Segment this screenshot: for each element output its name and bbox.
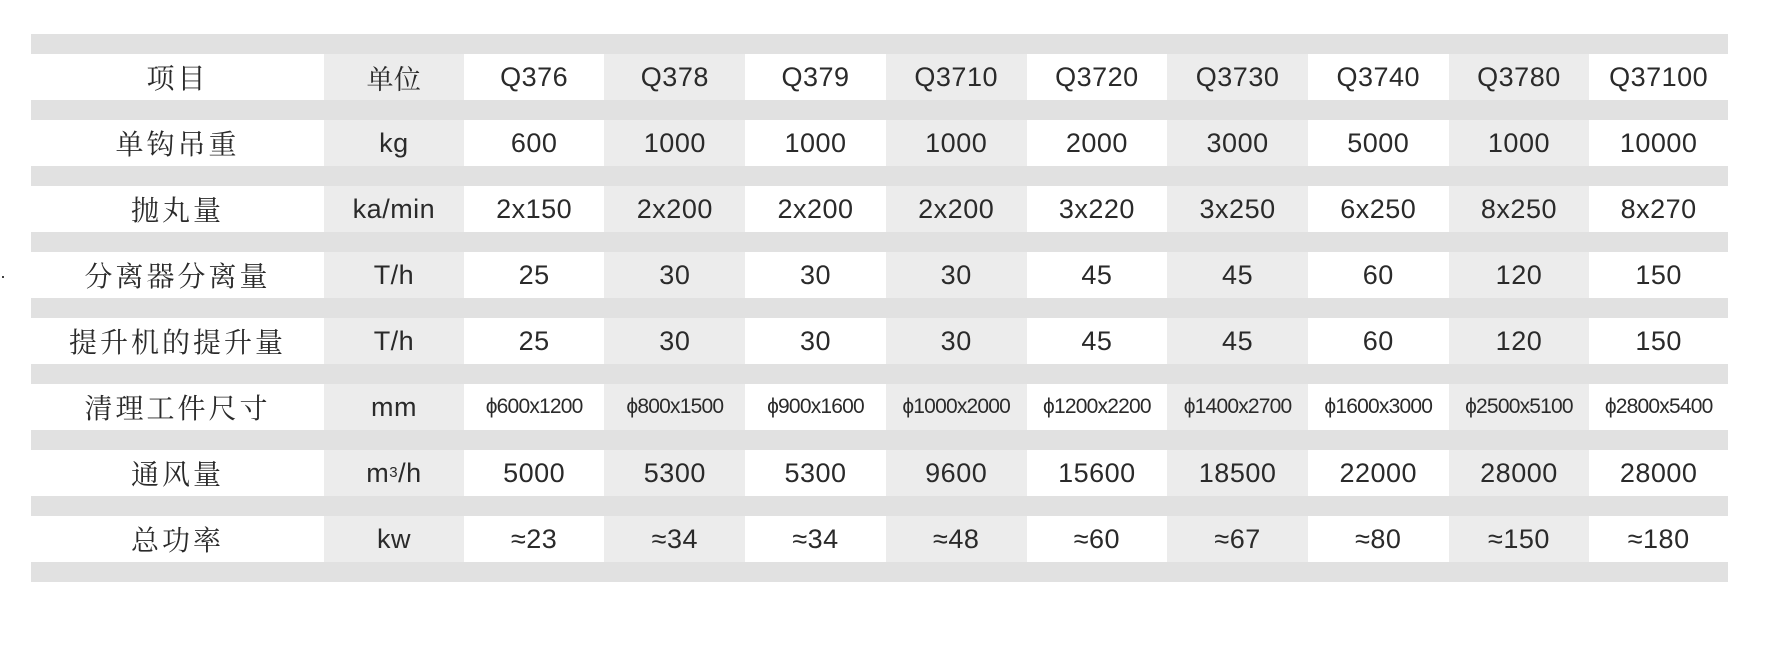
row-name: 分离器分离量 (31, 252, 324, 298)
header-unit: 单位 (324, 54, 464, 100)
row-value: 1000 (886, 120, 1027, 166)
row-value: 1000 (604, 120, 745, 166)
row-value: ϕ900x1600 (767, 395, 864, 418)
row-value: ϕ1000x2000 (886, 384, 1027, 430)
row-value: 30 (604, 318, 745, 364)
row-value: 45 (1167, 318, 1308, 364)
unit-tail: /h (398, 457, 422, 488)
row-value: 5000 (503, 457, 566, 488)
row-value: ≈150 (1449, 516, 1590, 562)
header-model: Q3740 (1336, 61, 1421, 92)
row-unit: ka/min (324, 186, 464, 232)
row-value: ≈80 (1355, 523, 1402, 554)
row-value: 150 (1635, 325, 1682, 356)
row-value: ϕ800x1500 (604, 384, 745, 430)
row-unit: mm (324, 384, 464, 430)
row-value: 8x270 (1620, 193, 1697, 224)
edge-mark: · (0, 266, 6, 286)
row-value: 120 (1449, 252, 1590, 298)
row-value: 3x250 (1167, 186, 1308, 232)
row-name: 通风量 (31, 450, 324, 496)
row-value: 60 (1362, 325, 1394, 356)
row-unit: T/h (324, 252, 464, 298)
row-value: 2000 (1065, 127, 1128, 158)
row-unit-m3h: m 3 /h (324, 450, 464, 496)
row-value: 3x220 (1058, 193, 1135, 224)
row-value: 8x250 (1449, 186, 1590, 232)
row-value: 2x200 (777, 193, 854, 224)
row-value: 2x200 (604, 186, 745, 232)
row-value: 30 (604, 252, 745, 298)
row-value: 22000 (1339, 457, 1418, 488)
row-value: ϕ600x1200 (485, 395, 583, 418)
row-value: ≈34 (792, 523, 839, 554)
header-model: Q378 (604, 54, 745, 100)
row-value: ϕ2500x5100 (1449, 384, 1590, 430)
header-model: Q3730 (1167, 54, 1308, 100)
row-value: 120 (1449, 318, 1590, 364)
row-value: 28000 (1619, 457, 1698, 488)
row-value: 600 (510, 127, 558, 158)
row-value: 25 (518, 325, 550, 356)
row-name: 提升机的提升量 (31, 318, 324, 364)
unit-base: m (366, 457, 390, 488)
table-row (31, 318, 1728, 364)
row-name: 单钩吊重 (31, 120, 324, 166)
row-value: 25 (518, 259, 550, 290)
row-value: ϕ1600x3000 (1324, 395, 1433, 418)
row-value: 30 (799, 259, 832, 290)
header-model: Q376 (500, 61, 569, 92)
row-value: 10000 (1619, 127, 1698, 158)
row-value: 45 (1167, 252, 1308, 298)
row-value: ≈34 (604, 516, 745, 562)
row-value: ϕ1200x2200 (1043, 395, 1151, 418)
row-value: 30 (886, 252, 1027, 298)
row-value: 9600 (886, 450, 1027, 496)
table-row (31, 384, 1728, 430)
row-value: ϕ2800x5400 (1604, 395, 1713, 418)
row-value: 60 (1362, 259, 1394, 290)
row-unit: T/h (324, 318, 464, 364)
row-value: 30 (799, 325, 832, 356)
row-name: 抛丸量 (31, 186, 324, 232)
row-value: 150 (1635, 259, 1682, 290)
row-value: 5300 (604, 450, 745, 496)
row-value: 1000 (1449, 120, 1590, 166)
table-row (31, 450, 1728, 496)
row-value: ≈67 (1167, 516, 1308, 562)
row-value: 5000 (1347, 127, 1410, 158)
row-value: 15600 (1058, 457, 1136, 488)
row-name: 清理工件尺寸 (31, 384, 324, 430)
header-name: 项目 (31, 54, 324, 100)
row-value: 3000 (1167, 120, 1308, 166)
header-row (31, 54, 1728, 100)
row-unit: kw (324, 516, 464, 562)
table-row (31, 186, 1728, 232)
spec-table (31, 34, 1728, 582)
row-value: 45 (1081, 325, 1113, 356)
header-model: Q379 (781, 61, 850, 92)
row-value: 1000 (784, 127, 847, 158)
header-model: Q3780 (1449, 54, 1590, 100)
row-value: 5300 (784, 457, 847, 488)
row-value: 2x200 (886, 186, 1027, 232)
row-value: ≈180 (1627, 523, 1690, 554)
row-value: 45 (1081, 259, 1113, 290)
row-value: 2x150 (496, 193, 573, 224)
header-model: Q3720 (1055, 61, 1139, 92)
row-value: ϕ1400x2700 (1167, 384, 1308, 430)
row-value: ≈48 (886, 516, 1027, 562)
row-value: ≈23 (510, 523, 558, 554)
header-model: Q3710 (886, 54, 1027, 100)
table-row (31, 120, 1728, 166)
row-value: 6x250 (1340, 193, 1417, 224)
row-name: 总功率 (31, 516, 324, 562)
row-value: 28000 (1449, 450, 1590, 496)
table-row (31, 252, 1728, 298)
row-value: 30 (886, 318, 1027, 364)
row-value: 18500 (1167, 450, 1308, 496)
header-model: Q37100 (1609, 61, 1709, 92)
table-row (31, 516, 1728, 562)
row-unit: kg (324, 120, 464, 166)
row-value: ≈60 (1073, 523, 1121, 554)
